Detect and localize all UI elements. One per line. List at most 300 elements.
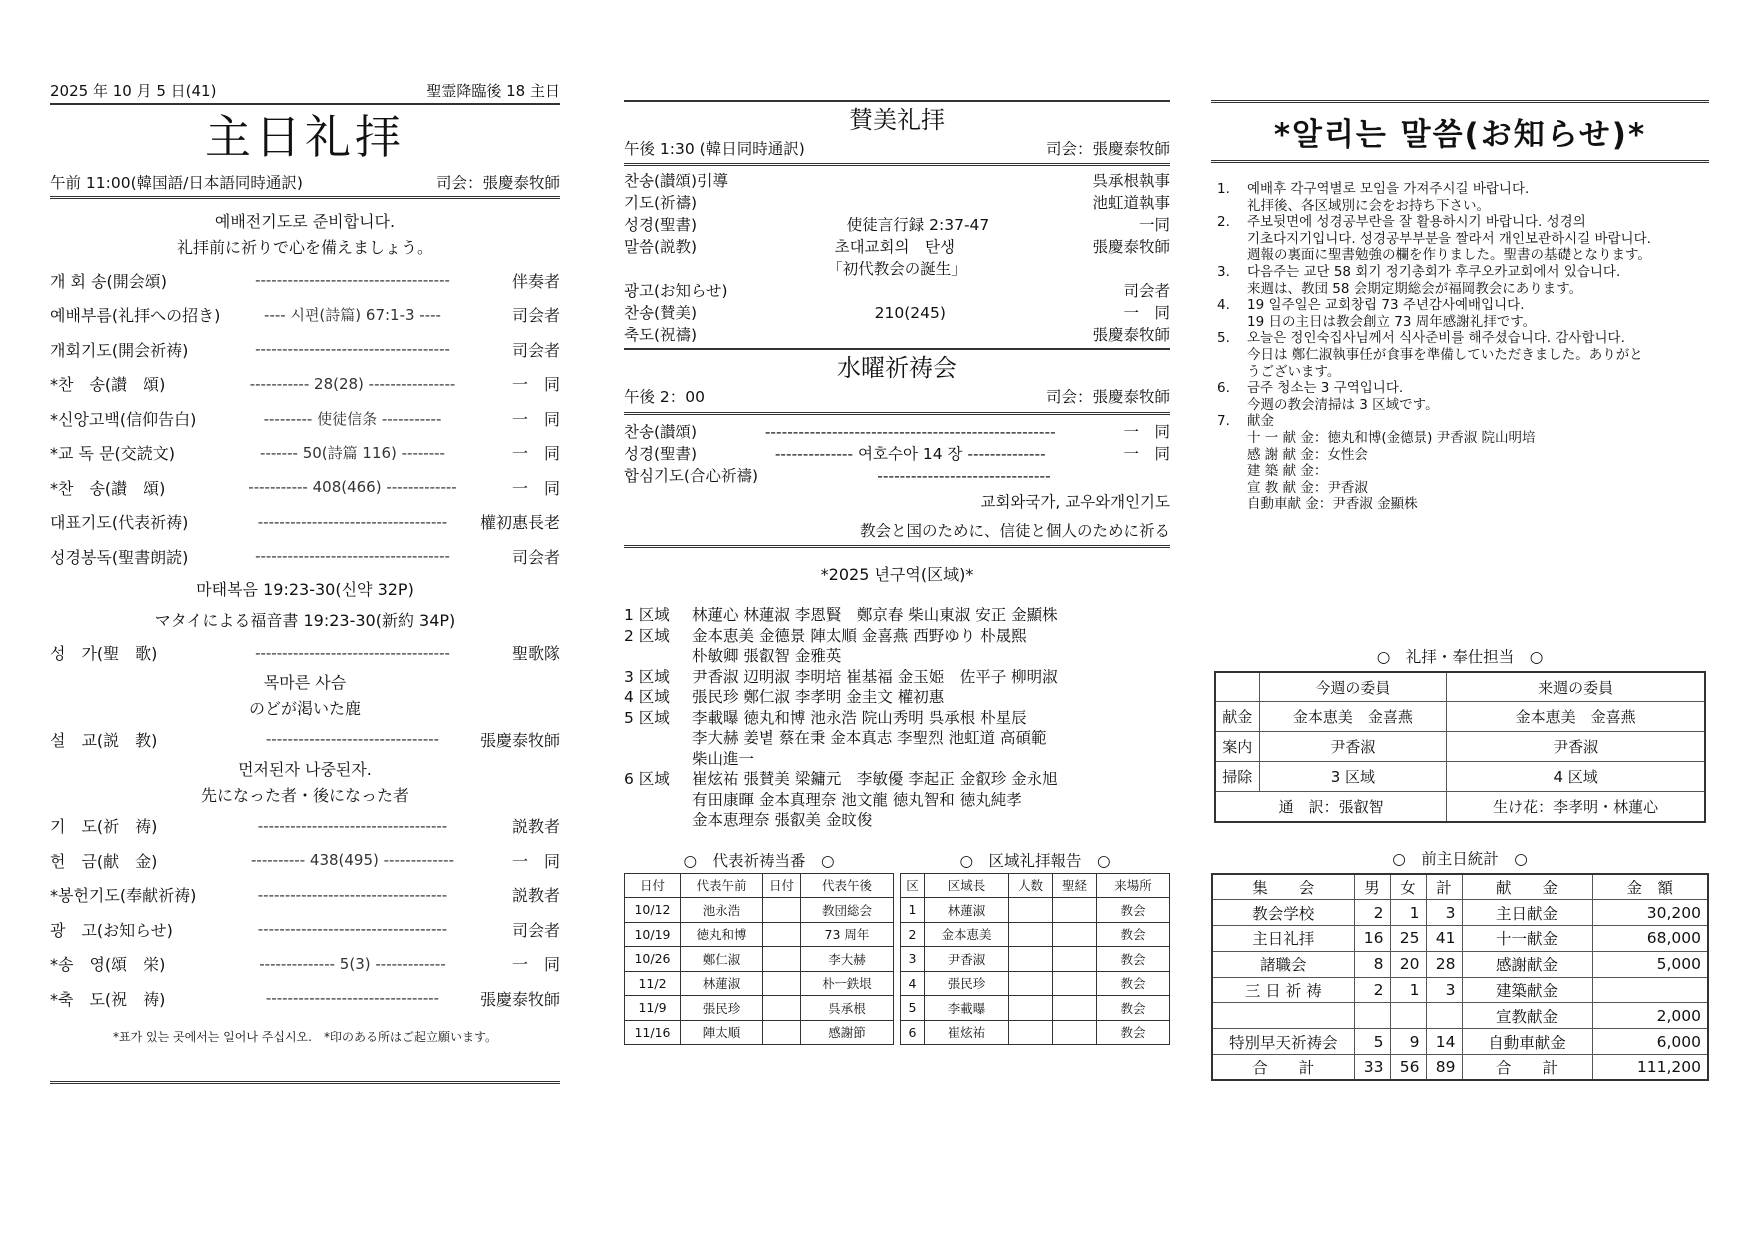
order-item xyxy=(50,722,560,757)
table-cell: 20 xyxy=(1390,951,1426,977)
order-item-name: *찬 송(讃 頌) xyxy=(50,375,166,395)
table-cell: 合 計 xyxy=(1462,1054,1592,1080)
table-cell: 李載曝 xyxy=(925,996,1009,1021)
table-cell: 28 xyxy=(1426,951,1462,977)
order-item-detail: -------------- 5(3) ------------- xyxy=(259,954,446,973)
prep-ja: 礼拝前に祈りで心を備えましょう。 xyxy=(176,238,433,257)
table-cell xyxy=(763,922,801,947)
notice-line: 礼拝後、各区域別に会をお持ち下さい。 xyxy=(1247,197,1490,214)
order-item-who: 一 同 xyxy=(511,851,560,871)
praise-row-detail: 210(245) xyxy=(874,304,946,322)
standing-note: *표가 있는 곳에서는 일어나 주십시오. *印のある所はご起立願います。 xyxy=(113,1029,497,1044)
table-cell xyxy=(763,947,801,972)
table-cell: 10/26 xyxy=(625,947,681,972)
praise-row-label: 기도(祈禱) xyxy=(624,194,698,212)
table-row xyxy=(1212,925,1708,951)
order-item-detail: ----------- 408(466) ------------- xyxy=(248,478,457,497)
notice-item xyxy=(1217,330,1709,380)
table-cell: 尹香淑 xyxy=(1259,732,1447,762)
order-item xyxy=(50,401,560,436)
table-cell: 林蓮淑 xyxy=(681,971,763,996)
table-row xyxy=(1212,1054,1708,1080)
order-item xyxy=(50,539,560,574)
order-item-name: 헌 금(献 金) xyxy=(50,851,158,871)
praise-row xyxy=(624,170,1170,192)
table-row xyxy=(625,996,894,1021)
column-header: 女 xyxy=(1390,874,1426,900)
table-cell xyxy=(1390,1003,1426,1029)
table-cell: 16 xyxy=(1354,925,1390,951)
praise-row-label: 광고(お知らせ) xyxy=(624,282,728,300)
wednesday-row-label: 찬송(讃頌) xyxy=(624,423,698,441)
table-cell: 30,200 xyxy=(1592,900,1708,926)
notice-line: 19 일주일은 교회창립 73 주년감사예배입니다. xyxy=(1247,297,1525,314)
order-item-detail: ------------------------------------ xyxy=(255,547,450,566)
table-cell: 教会 xyxy=(1097,898,1170,923)
column-header: 区 xyxy=(901,873,925,898)
table-cell: 1 xyxy=(1390,900,1426,926)
table-row xyxy=(901,996,1170,1021)
praise-row-leader: 一同 xyxy=(1138,216,1170,234)
table-cell: 陣太順 xyxy=(681,1020,763,1045)
table-cell: 諸職会 xyxy=(1212,951,1354,977)
notice-number: 7. xyxy=(1217,413,1230,430)
table-row xyxy=(1215,762,1705,792)
table-header xyxy=(1212,874,1708,900)
table-cell: 主日礼拝 xyxy=(1212,925,1354,951)
table-cell xyxy=(1053,996,1097,1021)
table-cell: 11/16 xyxy=(625,1020,681,1045)
order-item xyxy=(50,505,560,540)
notice-line: 十 一 献 金：徳丸和博(金德景) 尹香淑 院山明培 xyxy=(1247,429,1536,446)
table-cell: 崔炫祐 xyxy=(925,1020,1009,1045)
notice-line: うございます。 xyxy=(1247,363,1341,380)
praise-row-leader: 一 同 xyxy=(1123,304,1170,322)
notice-text xyxy=(1247,380,1439,413)
table-row xyxy=(625,1020,894,1045)
wednesday-row-detail: ---------------------------------------------------- xyxy=(764,423,1056,441)
order-item-who: 一 同 xyxy=(511,444,560,464)
district-name: 5 区域 xyxy=(624,708,670,727)
order-item-who: 説教者 xyxy=(511,817,560,837)
district-members xyxy=(692,626,1027,667)
table-cell: 徳丸和博 xyxy=(681,922,763,947)
notice-text xyxy=(1247,264,1620,297)
duty-title: ○ 礼拝・奉仕担当 ○ xyxy=(1376,647,1544,666)
column-header: 日付 xyxy=(763,873,801,898)
order-item-detail: ------------------------------------ xyxy=(255,643,450,662)
wednesday-info xyxy=(624,386,1170,415)
notice-line: 今日は 鄭仁淑執事任が食事を準備していただきました。ありがと xyxy=(1247,346,1643,363)
order-item-who: 伴奏者 xyxy=(511,271,560,291)
table-row xyxy=(901,947,1170,972)
table-cell: 教会学校 xyxy=(1212,900,1354,926)
praise-presider: 司会：張慶泰牧師 xyxy=(1045,140,1170,158)
table-cell xyxy=(1426,1003,1462,1029)
column-header: 今週の委員 xyxy=(1259,672,1447,702)
table-cell: 3 区域 xyxy=(1259,762,1447,792)
table-cell: 宣教献金 xyxy=(1462,1003,1592,1029)
table-row xyxy=(901,922,1170,947)
order-item-name: 대표기도(代表祈祷) xyxy=(50,513,189,533)
table-cell: 2 xyxy=(901,922,925,947)
notice-text xyxy=(1247,330,1643,380)
district-member-line: 尹香淑 辺明淑 李明培 崔基福 金玉姫 佐平子 柳明淑 xyxy=(692,667,1058,686)
order-item-detail: ----------------------------------- xyxy=(257,885,448,904)
table-row xyxy=(1212,1029,1708,1055)
table-cell: 25 xyxy=(1390,925,1426,951)
table-cell: 3 xyxy=(1426,977,1462,1003)
order-item-name: 기 도(祈 祷) xyxy=(50,817,158,837)
order-item-detail: ---------- 438(495) ------------- xyxy=(251,851,454,870)
order-item-name: 성 가(聖 歌) xyxy=(50,644,158,664)
order-item-name: *봉헌기도(奉献祈祷) xyxy=(50,886,197,906)
praise-title: 賛美礼拝 xyxy=(849,106,945,134)
page-title: 主日礼拝 xyxy=(205,110,405,164)
order-of-worship-1 xyxy=(50,263,560,574)
district-member-line: 張民珍 鄭仁淑 李孝明 金圭文 權初惠 xyxy=(692,688,945,706)
order-item xyxy=(50,436,560,471)
table-cell xyxy=(1212,1003,1354,1029)
district-row xyxy=(624,687,1170,708)
table-cell xyxy=(1009,1020,1053,1045)
order-item-who: 司会者 xyxy=(511,920,560,940)
district-member-line: 李大赫 姜볕 蔡在秉 金本真志 李聖烈 池虹道 高碩範 xyxy=(692,729,1047,747)
table-cell: 主日献金 xyxy=(1462,900,1592,926)
district-member-line: 有田康暉 金本真理奈 池文龍 徳丸智和 徳丸純孝 xyxy=(692,790,1022,809)
notice-line: 感 謝 献 金：女性会 xyxy=(1247,446,1368,463)
liturgical-season: 聖霊降臨後 18 主日 xyxy=(426,82,560,100)
district-row xyxy=(624,605,1170,626)
order-item-who: 一 同 xyxy=(511,478,560,498)
table-row xyxy=(901,898,1170,923)
column-header: 聖経 xyxy=(1053,873,1097,898)
praise-service-panel xyxy=(624,100,1170,1045)
wednesday-title: 水曜祈祷会 xyxy=(837,354,957,382)
district-members xyxy=(692,605,1058,626)
district-member-line: 崔炫祐 張賛美 梁鏞元 李敏優 李起正 金叡珍 金永旭 xyxy=(692,770,1058,788)
table-row xyxy=(1212,900,1708,926)
praise-row xyxy=(624,324,1170,346)
praise-row xyxy=(624,214,1170,236)
notices-panel xyxy=(1211,100,1709,1081)
district-name: 2 区域 xyxy=(624,626,670,645)
table-row xyxy=(625,947,894,972)
table-row xyxy=(901,1020,1170,1045)
notice-line: 금주 청소는 3 구역입니다. xyxy=(1247,380,1404,397)
order-item-name: 광 고(お知らせ) xyxy=(50,920,173,940)
district-row xyxy=(624,769,1170,831)
table-cell: 献金 xyxy=(1215,702,1259,732)
notice-line: 建 築 献 金： xyxy=(1247,463,1328,480)
notice-text xyxy=(1247,413,1536,513)
order-item-who: 一 同 xyxy=(511,409,560,429)
order-item xyxy=(50,332,560,367)
statistics-title: ○ 前主日統計 ○ xyxy=(1392,849,1528,868)
prayer-duty-table xyxy=(624,873,894,1046)
scripture-ja: マタイによる福音書 19:23-30(新約 34P) xyxy=(154,610,456,630)
praise-row-leader: 司会者 xyxy=(1123,282,1170,300)
praise-row-leader: 池虹道執事 xyxy=(1092,194,1170,212)
table-cell: 68,000 xyxy=(1592,925,1708,951)
order-item-detail: --------- 使徒信条 ----------- xyxy=(263,409,442,428)
notice-line: 自動車献 金：尹香淑 金顯株 xyxy=(1247,496,1418,513)
sermon-ja: 先になった者・後になった者 xyxy=(200,785,409,805)
order-item-who: 一 同 xyxy=(511,955,560,975)
table-cell: 特別早天祈祷会 xyxy=(1212,1029,1354,1055)
duty-tables xyxy=(624,873,1170,1046)
notice-item xyxy=(1217,214,1709,264)
praise-row-leader: 呉承根執事 xyxy=(1092,172,1170,190)
praise-row-detail xyxy=(697,324,1092,346)
table-cell: 金本恵美 金喜燕 xyxy=(1447,702,1705,732)
notice-line: 다음주는 교단 58 회기 정기총회가 후쿠오카교회에서 있습니다. xyxy=(1247,263,1621,280)
table-cell xyxy=(763,898,801,923)
notice-item xyxy=(1217,181,1709,214)
column-header: 来場所 xyxy=(1097,873,1170,898)
order-item-who: 司会者 xyxy=(511,547,560,567)
table-row xyxy=(1215,732,1705,762)
order-item-name: 예배부름(礼拝への招き) xyxy=(50,306,221,326)
notice-number: 6. xyxy=(1217,380,1230,397)
table-cell: 11/9 xyxy=(625,996,681,1021)
order-item xyxy=(50,878,560,913)
table-cell xyxy=(763,996,801,1021)
table-cell: 感謝節 xyxy=(801,1020,894,1045)
table-cell xyxy=(1053,947,1097,972)
order-item-who: 一 同 xyxy=(511,375,560,395)
notice-item xyxy=(1217,297,1709,330)
notice-line: 週報の裏面に聖書勉強の欄を作りました。聖書の基礎となります。 xyxy=(1247,247,1651,264)
notice-line: 来週は、教団 58 会期定期総会が福岡教会にあります。 xyxy=(1247,280,1583,297)
wednesday-row-label: 합심기도(合心祈禱) xyxy=(624,467,758,485)
notice-line: 献金 xyxy=(1247,413,1274,430)
praise-order xyxy=(624,166,1170,348)
district-member-line: 林蓮心 林蓮淑 李恩賢 鄭京春 柴山東淑 安正 金顯株 xyxy=(692,606,1058,624)
table-cell: 8 xyxy=(1354,951,1390,977)
scripture-ko: 마태복음 19:23-30(신약 32P) xyxy=(196,579,414,599)
district-member-line: 朴敏卿 張叡智 金雅英 xyxy=(692,647,842,665)
column-header: 献 金 xyxy=(1462,874,1592,900)
column-header: 金 額 xyxy=(1592,874,1708,900)
table-cell: 2,000 xyxy=(1592,1003,1708,1029)
column-header: 人数 xyxy=(1009,873,1053,898)
district-row xyxy=(624,626,1170,667)
praise-time: 午後 1:30 (韓日同時通訳) xyxy=(624,140,805,158)
table-cell: 5,000 xyxy=(1592,951,1708,977)
order-item xyxy=(50,636,560,671)
column-header: 代表午後 xyxy=(801,873,894,898)
service-time: 午前 11:00(韓国語/日本語同時通訳) xyxy=(50,174,303,192)
table-cell xyxy=(1009,971,1053,996)
flowers-cell: 生け花：李孝明・林蓮心 xyxy=(1447,792,1705,822)
table-row xyxy=(1215,702,1705,732)
notice-line: 19 日の主日は教会創立 73 周年感謝礼拝です。 xyxy=(1247,313,1537,330)
table-cell: 張民珍 xyxy=(925,971,1009,996)
praise-row xyxy=(624,258,1170,280)
district-members xyxy=(692,708,1047,770)
notice-line: 오늘은 정인숙집사님께서 식사준비를 해주셨습니다. 감사합니다. xyxy=(1247,330,1625,347)
notice-text xyxy=(1247,181,1529,214)
table-cell: 掃除 xyxy=(1215,762,1259,792)
choir-ko: 목마른 사슴 xyxy=(263,673,347,692)
table-cell: 教会 xyxy=(1097,922,1170,947)
wednesday-presider: 司会：張慶泰牧師 xyxy=(1045,388,1170,406)
table-cell xyxy=(763,1020,801,1045)
prayer-duty-title: ○ 代表祈祷当番 ○ xyxy=(683,851,835,870)
table-row xyxy=(1212,1003,1708,1029)
notice-item xyxy=(1217,264,1709,297)
notices-title: *알리는 말씀(お知らせ)* xyxy=(1211,100,1709,163)
table-row xyxy=(625,898,894,923)
notice-line: 예배후 각구역별로 모임을 가져주시길 바랍니다. xyxy=(1247,181,1530,197)
table-cell: 尹香淑 xyxy=(1447,732,1705,762)
order-item-detail: ------- 50(詩篇 116) -------- xyxy=(260,444,445,463)
table-cell: 林蓮淑 xyxy=(925,898,1009,923)
district-member-line: 柴山進一 xyxy=(692,749,755,768)
notice-line: 주보뒷면에 성경공부란을 잘 활용하시기 바랍니다. 성경의 xyxy=(1247,214,1586,231)
table-cell xyxy=(1053,971,1097,996)
order-item-detail: ------------------------------------ xyxy=(255,340,450,359)
table-cell: 鄭仁淑 xyxy=(681,947,763,972)
column-header: 男 xyxy=(1354,874,1390,900)
order-item-detail: ----------------------------------- xyxy=(257,920,448,939)
table-cell: 三 日 祈 祷 xyxy=(1212,977,1354,1003)
wednesday-row-label: 성경(聖書) xyxy=(624,445,698,463)
order-item-who: 權初惠長老 xyxy=(480,513,561,533)
prep-ko: 예배전기도로 준비합니다. xyxy=(214,212,396,231)
wednesday-order xyxy=(624,415,1170,487)
table-titles xyxy=(624,849,1170,871)
district-member-line: 李載曝 徳丸和博 池永浩 院山秀明 呉承根 朴星辰 xyxy=(692,708,1027,727)
order-item-name: 설 교(説 教) xyxy=(50,730,158,750)
table-cell: 3 xyxy=(1426,900,1462,926)
praise-row-label: 찬송(讃頌)引導 xyxy=(624,172,729,190)
table-cell: 4 区域 xyxy=(1447,762,1705,792)
order-item-name: *찬 송(讃 頌) xyxy=(50,478,166,498)
column-header: 区域長 xyxy=(925,873,1009,898)
order-item xyxy=(50,367,560,402)
notice-number: 4. xyxy=(1217,297,1230,314)
table-cell: 建築献金 xyxy=(1462,977,1592,1003)
table-row xyxy=(901,971,1170,996)
table-cell: 10/12 xyxy=(625,898,681,923)
district-row xyxy=(624,667,1170,688)
notice-line: 기초다지기입니다. 성경공부부분을 짤라서 개인보관하시길 바랍니다. xyxy=(1247,230,1651,247)
wednesday-row xyxy=(624,443,1170,465)
praise-row-label: 축도(祝禱) xyxy=(624,326,698,344)
table-header xyxy=(625,873,894,898)
praise-row-label: 말씀(説教) xyxy=(624,238,698,256)
bottom-rule xyxy=(50,1081,560,1084)
district-report-table xyxy=(900,873,1170,1046)
notice-number: 2. xyxy=(1217,214,1230,231)
notice-line: 今週の教会清掃は 3 区域です。 xyxy=(1247,396,1439,413)
district-name: 3 区域 xyxy=(624,667,670,686)
table-cell xyxy=(1592,977,1708,1003)
column-header: 計 xyxy=(1426,874,1462,900)
table-cell xyxy=(1354,1003,1390,1029)
praise-row-detail: 초대교회의 탄생 xyxy=(834,238,955,256)
order-item xyxy=(50,263,560,298)
wednesday-row-detail: ------------------------------- xyxy=(877,467,1051,485)
praise-row-label: 찬송(賛美) xyxy=(624,304,698,322)
choir-ja: のどが渇いた鹿 xyxy=(248,699,361,718)
wednesday-time: 午後 2：00 xyxy=(624,388,706,406)
praise-row-detail xyxy=(728,280,1124,302)
order-item xyxy=(50,912,560,947)
column-header: 集 会 xyxy=(1212,874,1354,900)
praise-row-label: 성경(聖書) xyxy=(624,216,698,234)
wednesday-row-leader: 一 同 xyxy=(1123,445,1170,463)
table-cell: 89 xyxy=(1426,1054,1462,1080)
column-header xyxy=(1215,672,1259,702)
district-row xyxy=(624,708,1170,770)
table-row xyxy=(1215,792,1705,822)
table-cell xyxy=(1009,898,1053,923)
table-row xyxy=(625,971,894,996)
notice-item xyxy=(1217,380,1709,413)
order-item-who: 張慶泰牧師 xyxy=(480,730,561,750)
bulletin-header xyxy=(50,80,560,105)
table-cell: 6 xyxy=(901,1020,925,1045)
wednesday-prayer-ko: 교회와국가, 교우와개인기도 xyxy=(980,493,1170,511)
praise-row-detail xyxy=(728,170,1092,192)
order-item xyxy=(50,981,560,1016)
service-info xyxy=(50,169,560,199)
praise-row-leader: 張慶泰牧師 xyxy=(1092,238,1170,256)
table-cell xyxy=(1053,922,1097,947)
order-item xyxy=(50,809,560,844)
table-cell: 金本恵美 xyxy=(925,922,1009,947)
table-cell: 教会 xyxy=(1097,947,1170,972)
notice-text xyxy=(1247,297,1536,330)
table-cell: 教団総会 xyxy=(801,898,894,923)
table-cell: 金本恵美 金喜燕 xyxy=(1259,702,1447,732)
order-of-worship-2 xyxy=(50,809,560,1016)
table-row xyxy=(1212,951,1708,977)
table-cell: 1 xyxy=(1390,977,1426,1003)
table-row xyxy=(1212,977,1708,1003)
table-cell: 張民珍 xyxy=(681,996,763,1021)
notice-item xyxy=(1217,413,1709,513)
district-members xyxy=(692,769,1058,831)
praise-row-detail: 使徒言行録 2:37-47 xyxy=(846,216,990,234)
notice-line: 宣 教 献 金：尹香淑 xyxy=(1247,479,1368,496)
district-member-line: 金本恵美 金德景 陣太順 金喜燕 西野ゆり 朴晟熙 xyxy=(692,626,1027,645)
order-item-who: 説教者 xyxy=(511,886,560,906)
duty-table xyxy=(1214,671,1706,823)
table-cell xyxy=(1009,922,1053,947)
column-header: 代表午前 xyxy=(681,873,763,898)
praise-row xyxy=(624,302,1170,324)
table-cell: 14 xyxy=(1426,1029,1462,1055)
order-item-detail: -------------------------------- xyxy=(265,730,440,749)
table-cell: 合 計 xyxy=(1212,1054,1354,1080)
table-cell: 自動車献金 xyxy=(1462,1029,1592,1055)
table-cell: 2 xyxy=(1354,977,1390,1003)
order-item-who: 聖歌隊 xyxy=(511,644,560,664)
wednesday-row xyxy=(624,465,1170,487)
praise-row-detail xyxy=(697,192,1092,214)
table-cell: 朴ㅡ鉄垠 xyxy=(801,971,894,996)
praise-row xyxy=(624,280,1170,302)
table-cell: 4 xyxy=(901,971,925,996)
praise-row-detail: 「初代教会の誕生」 xyxy=(827,260,967,278)
table-cell: 十一献金 xyxy=(1462,925,1592,951)
table-cell: 1 xyxy=(901,898,925,923)
table-cell: 尹香淑 xyxy=(925,947,1009,972)
